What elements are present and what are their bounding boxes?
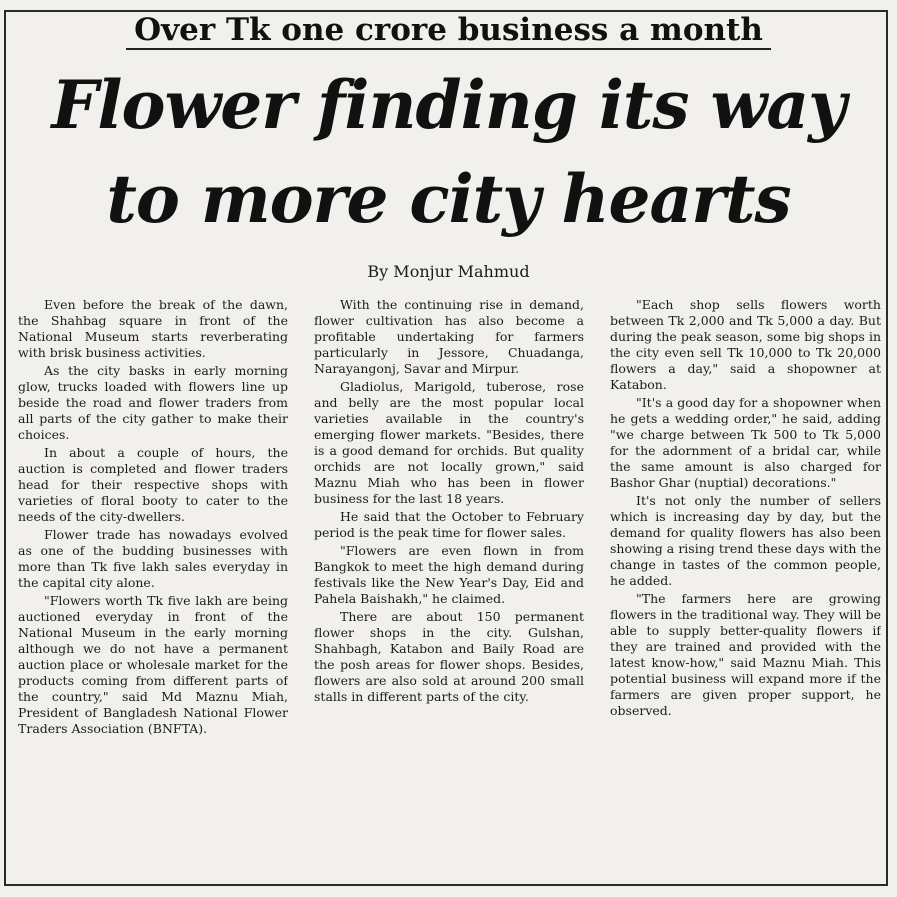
paragraph: Gladiolus, Marigold, tuberose, rose and belly are the most popular local varieties available in the country's emerging flower markets. "Besides, there is a good demand for orchids. But quality orchids are not locally grown," said Maznu Miah who has been in flower business for the last 18 years. (314, 379, 584, 506)
paragraph: In about a couple of hours, the auction is completed and flower traders head for their respective shops with varieties of floral booty to cater to the needs of the city-dwellers. (18, 445, 288, 524)
paragraph: As the city basks in early morning glow, trucks loaded with flowers line up beside the road and flower traders from all parts of the city gather to make their choices. (18, 363, 288, 442)
paragraph: It's not only the number of sellers which is increasing day by day, but the demand for quality flowers has also been showing a rising trend these days with the change in tastes of the common people, he added. (610, 493, 881, 588)
paragraph: Even before the break of the dawn, the Shahbag square in front of the National Museum starts reverberating with brisk business activities. (18, 297, 288, 360)
article-column-1 (18, 297, 288, 887)
headline-line-1: Flower finding its way (51, 66, 846, 144)
paragraph: "It's a good day for a shopowner when he gets a wedding order," he said, adding "we charge between Tk 500 to Tk 5,000 for the adornment of a bridal car, while the same amount is also charged for Bashor Ghar (nuptial) decorations." (610, 395, 881, 490)
headline-line-2: to more city hearts (106, 160, 791, 238)
paragraph: With the continuing rise in demand, flower cultivation has also become a profitable undertaking for farmers particularly in Jessore, Chuadanga, Narayangonj, Savar and Mirpur. (314, 297, 584, 376)
paragraph: "Flowers worth Tk five lakh are being auctioned everyday in front of the National Museum in the early morning although we do not have a permanent auction place or wholesale market for the products coming from different parts of the country," said Md Maznu Miah, President of Bangladesh National Flower Traders Association (BNFTA). (18, 593, 288, 736)
kicker-text: Over Tk one crore business a month (126, 12, 771, 50)
paragraph: He said that the October to February period is the peak time for flower sales. (314, 509, 584, 540)
article-column-2 (314, 297, 584, 887)
paragraph: "Flowers are even flown in from Bangkok to meet the high demand during festivals like the New Year's Day, Eid and Pahela Baishakh," he claimed. (314, 543, 584, 606)
paragraph: "The farmers here are growing flowers in the traditional way. They will be able to supply better-quality flowers if they are trained and provided with the latest know-how," said Maznu Miah. This potential business will expand more if the farmers are given proper support, he observed. (610, 591, 881, 718)
paragraph: "Each shop sells flowers worth between Tk 2,000 and Tk 5,000 a day. But during the peak season, some big shops in the city even sell Tk 10,000 to Tk 20,000 flowers a day," said a shopowner at Katabon. (610, 297, 881, 392)
kicker-headline (0, 10, 897, 50)
byline: By Monjur Mahmud (367, 262, 530, 281)
article-column-3 (610, 297, 881, 887)
paragraph: Flower trade has nowadays evolved as one of the budding businesses with more than Tk five lakh sales everyday in the capital city alone. (18, 527, 288, 590)
paragraph: There are about 150 permanent flower shops in the city. Gulshan, Shahbagh, Katabon and Baily Road are the posh areas for flower shops. Besides, flowers are also sold at around 200 small stalls in different parts of the city. (314, 609, 584, 704)
main-headline (0, 58, 897, 246)
